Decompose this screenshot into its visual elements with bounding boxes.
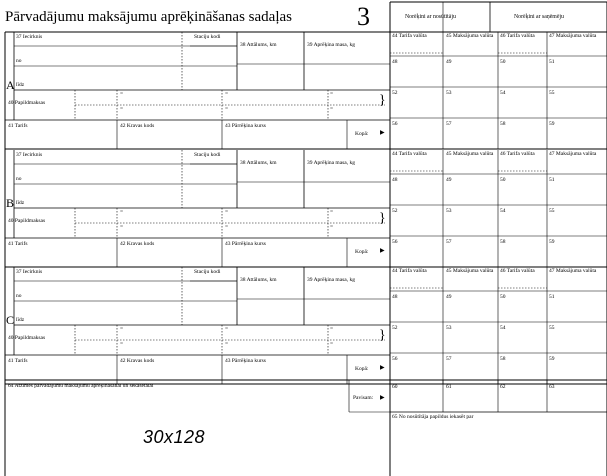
section-c-label-f47: 47 Maksājuma valūta [549, 268, 597, 274]
section-a-label-iecirknis: 37 Iecirknis [16, 34, 43, 40]
section-a-label-tarifs: 41 Tarifs [8, 123, 28, 129]
section-c-brace: } [379, 328, 386, 343]
section-c-label-kopa: Kopā: [355, 366, 369, 372]
section-b-brace: } [379, 211, 386, 226]
section-b-eq-0a: = [120, 209, 124, 215]
section-a-eq-0a: = [120, 91, 124, 97]
section-a-cargo-code-field[interactable] [120, 128, 222, 148]
section-a-label-f57: 57 [446, 121, 452, 127]
section-c-label-iecirknis: 37 Iecirknis [16, 269, 43, 275]
section-b-tariff-field[interactable] [8, 246, 117, 266]
section-a-label-attalums: 38 Attālums, km [240, 42, 277, 48]
section-b-label-f55: 55 [549, 208, 555, 214]
section-a-label-staciju-kodi: Staciju kodi [194, 34, 221, 40]
pavisam-arrow-icon: ▶ [380, 395, 385, 401]
header-with-receiver: Norēķini ar saņēmēju [514, 14, 564, 20]
section-a-eq-2b: = [330, 106, 334, 112]
section-c-eq-2b: = [330, 341, 334, 347]
label-f63: 63 [549, 384, 555, 390]
section-b-label-f59: 59 [549, 239, 555, 245]
section-a-label-papildmaksas: 40 Papildmaksas [8, 100, 46, 106]
section-c-label-lidz: līdz [16, 317, 25, 323]
section-b-eq-1b: = [225, 224, 229, 230]
section-b-label-f49: 49 [446, 177, 452, 183]
section-a-label-f54: 54 [500, 90, 506, 96]
section-a-label-f49: 49 [446, 59, 452, 65]
section-b-label-f54: 54 [500, 208, 506, 214]
section-b-label-f45: 45 Maksājuma valūta [446, 151, 494, 157]
section-a-label-f53: 53 [446, 90, 452, 96]
section-c-label-f57: 57 [446, 356, 452, 362]
section-a-eq-2a: = [330, 91, 334, 97]
section-b-label-f46: 46 Tarifa valūta [500, 151, 535, 157]
section-a-kopa-arrow-icon: ▶ [380, 130, 385, 136]
section-c-label-f59: 59 [549, 356, 555, 362]
section-b-label-masa: 39 Aprēķina masa, kg [307, 160, 355, 166]
section-b-letter: B [6, 196, 15, 210]
section-a-label-lidz: līdz [16, 82, 25, 88]
section-c-label-f50: 50 [500, 294, 506, 300]
section-c-label-f48: 48 [392, 294, 398, 300]
section-c-eq-1a: = [225, 326, 229, 332]
section-b-eq-2a: = [330, 209, 334, 215]
header-with-sender: Norēķini ar nosūtītāju [405, 14, 456, 20]
section-b-label-kopa: Kopā: [355, 249, 369, 255]
section-b-cargo-code-field[interactable] [120, 246, 222, 266]
section-b-label-f47: 47 Maksājuma valūta [549, 151, 597, 157]
section-c-label-staciju-kodi: Staciju kodi [194, 269, 221, 275]
section-b-eq-0b: = [120, 224, 124, 230]
section-c-mass-field[interactable] [307, 299, 390, 325]
section-b-eq-2b: = [330, 224, 334, 230]
section-b-label-f53: 53 [446, 208, 452, 214]
section-a-tariff-field[interactable] [8, 128, 117, 148]
section-b-label-f52: 52 [392, 208, 398, 214]
section-b-label-tarifs: 41 Tarifs [8, 241, 28, 247]
section-b-label-f58: 58 [500, 239, 506, 245]
section-b-label-no: no [16, 176, 22, 182]
section-a-label-f51: 51 [549, 59, 555, 65]
section-b-label-f56: 56 [392, 239, 398, 245]
section-a-label-masa: 39 Aprēķina masa, kg [307, 42, 355, 48]
handwritten-note: 30x128 [143, 427, 206, 447]
section-a-label-parrekina-kurss: 43 Pārrēķina kurss [225, 123, 266, 129]
section-b-label-staciju-kodi: Staciju kodi [194, 152, 221, 158]
section-c-lidz-field[interactable] [16, 301, 182, 325]
section-c-label-papildmaksas: 40 Papildmaksas [8, 335, 46, 341]
section-c-eq-2a: = [330, 326, 334, 332]
section-a-label-f52: 52 [392, 90, 398, 96]
section-c-label-parrekina-kurss: 43 Pārrēķina kurss [225, 358, 266, 364]
section-b-lidz-field[interactable] [16, 184, 182, 208]
label-f61: 61 [446, 384, 452, 390]
section-a-label-f47: 47 Maksājuma valūta [549, 33, 597, 39]
label-pavisam: Pavisam: [353, 395, 374, 401]
section-c-label-attalums: 38 Attālums, km [240, 277, 277, 283]
section-a-brace: } [379, 93, 386, 108]
section-a-rate-field[interactable] [225, 128, 347, 148]
section-a-label-f48: 48 [392, 59, 398, 65]
section-c-eq-0a: = [120, 326, 124, 332]
section-c-no-field[interactable] [16, 281, 182, 301]
page-number: 3 [357, 2, 370, 31]
section-b-label-f57: 57 [446, 239, 452, 245]
section-a-label-f59: 59 [549, 121, 555, 127]
label-f60: 60 [392, 384, 398, 390]
section-a-label-no: no [16, 58, 22, 64]
section-c-letter: C [6, 313, 15, 327]
section-a-no-field[interactable] [16, 46, 182, 66]
section-a-label-f55: 55 [549, 90, 555, 96]
section-b-label-parrekina-kurss: 43 Pārrēķina kurss [225, 241, 266, 247]
section-a-label-f46: 46 Tarifa valūta [500, 33, 535, 39]
section-c-label-f46: 46 Tarifa valūta [500, 268, 535, 274]
section-a-distance-field[interactable] [240, 64, 304, 90]
section-c-label-f49: 49 [446, 294, 452, 300]
section-c-label-f54: 54 [500, 325, 506, 331]
section-c-label-f56: 56 [392, 356, 398, 362]
section-b-label-iecirknis: 37 Iecirknis [16, 152, 43, 158]
section-c-kopa-arrow-icon: ▶ [380, 365, 385, 371]
section-b-label-attalums: 38 Attālums, km [240, 160, 277, 166]
section-a-label-f45: 45 Maksājuma valūta [446, 33, 494, 39]
extra-charges-field[interactable] [392, 422, 607, 476]
section-c-label-kravas-kods: 42 Kravas kods [120, 358, 155, 364]
section-b-distance-field[interactable] [240, 182, 304, 208]
section-a-eq-1a: = [225, 91, 229, 97]
section-c-label-f58: 58 [500, 356, 506, 362]
section-b-label-lidz: līdz [16, 200, 25, 206]
section-b-label-f48: 48 [392, 177, 398, 183]
section-c-cargo-code-field[interactable] [120, 363, 222, 383]
section-c-rate-field[interactable] [225, 363, 347, 383]
form-title: Pārvadājumu maksājumu aprēķināšanas sadaļas [5, 9, 292, 25]
section-a-mass-field[interactable] [307, 64, 390, 90]
section-b-label-kravas-kods: 42 Kravas kods [120, 241, 155, 247]
section-c-label-masa: 39 Aprēķina masa, kg [307, 277, 355, 283]
section-b-eq-1a: = [225, 209, 229, 215]
section-c-label-f44: 44 Tarifa valūta [392, 268, 427, 274]
section-a-letter: A [6, 78, 15, 92]
label-f62: 62 [500, 384, 506, 390]
section-c-label-tarifs: 41 Tarifs [8, 358, 28, 364]
section-c-label-f53: 53 [446, 325, 452, 331]
section-c-label-f55: 55 [549, 325, 555, 331]
section-b-label-papildmaksas: 40 Papildmaksas [8, 218, 46, 224]
section-c-eq-0b: = [120, 341, 124, 347]
section-b-kopa-arrow-icon: ▶ [380, 248, 385, 254]
section-a-label-f56: 56 [392, 121, 398, 127]
label-atzimes: 64 Atzīmes pārvadājumu maksājumu aprēķināšanai un sekasētāiai [8, 383, 154, 389]
section-a-label-kravas-kods: 42 Kravas kods [120, 123, 155, 129]
section-a-eq-0b: = [120, 106, 124, 112]
section-b-rate-field[interactable] [225, 246, 347, 266]
section-b-no-field[interactable] [16, 164, 182, 184]
section-a-label-f50: 50 [500, 59, 506, 65]
label-no-nosutitaja: 65 No nosūtītāja papildus iekasēt par [392, 414, 474, 420]
section-c-label-f45: 45 Maksājuma valūta [446, 268, 494, 274]
section-c-distance-field[interactable] [240, 299, 304, 325]
section-c-label-f51: 51 [549, 294, 555, 300]
section-c-label-no: no [16, 293, 22, 299]
section-a-label-f44: 44 Tarifa valūta [392, 33, 427, 39]
section-a-eq-1b: = [225, 106, 229, 112]
section-c-tariff-field[interactable] [8, 363, 117, 383]
section-c-eq-1b: = [225, 341, 229, 347]
section-b-label-f44: 44 Tarifa valūta [392, 151, 427, 157]
section-a-label-kopa: Kopā: [355, 131, 369, 137]
section-b-label-f51: 51 [549, 177, 555, 183]
section-a-label-f58: 58 [500, 121, 506, 127]
section-a-lidz-field[interactable] [16, 66, 182, 90]
section-b-label-f50: 50 [500, 177, 506, 183]
section-b-mass-field[interactable] [307, 182, 390, 208]
section-c-label-f52: 52 [392, 325, 398, 331]
